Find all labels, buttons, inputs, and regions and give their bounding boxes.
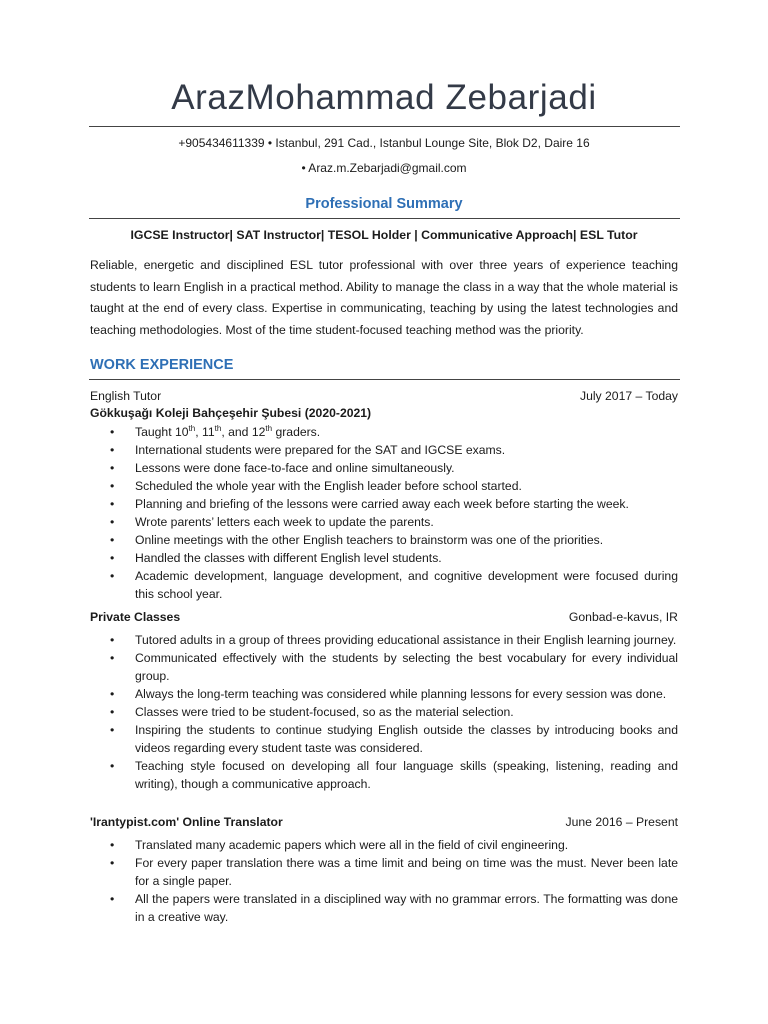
job-bullet-list <box>110 631 678 793</box>
list-item: • Translated many academic papers which were all in the field of civil engineering. <box>110 838 569 852</box>
bullet-icon: • <box>110 705 115 719</box>
job-date: July 2017 – Today <box>579 389 678 403</box>
bullet-icon: • <box>110 856 115 870</box>
contact-email-line: • Araz.m.Zebarjadi@gmail.com <box>301 161 467 175</box>
job-date: June 2016 – Present <box>565 815 678 829</box>
summary-paragraph: Reliable, energetic and disciplined ESL tutor professional with over three years of experience teaching students to learn English in a practical method. Ability to manage the class in a way that the whole material is taught at the end of every class. Expertise in communicating, teaching by using the latest technologies and teaching methodologies. Most of the time student-focused teaching method was the priority. <box>90 258 678 337</box>
job-header <box>90 610 678 624</box>
list-item: • Classes were tried to be student-focused, so as the material selection. <box>110 705 514 719</box>
header-divider <box>89 126 680 127</box>
list-item: • Handled the classes with different English level students. <box>110 551 442 565</box>
bullet-icon: • <box>110 479 115 493</box>
contact-address-line: +905434611339 • Istanbul, 291 Cad., Istanbul Lounge Site, Blok D2, Daire 16 <box>178 136 590 150</box>
job-title: English Tutor <box>90 389 162 403</box>
candidate-name: ArazMohammad Zebarjadi <box>171 78 597 117</box>
list-item: • For every paper translation there was a time limit and being on time was the must. Never been late for a single paper. <box>110 856 678 888</box>
bullet-icon: • <box>110 515 115 529</box>
section-title-work-experience: WORK EXPERIENCE <box>90 357 234 373</box>
job-header <box>90 389 678 403</box>
list-item: • Wrote parents’ letters each week to update the parents. <box>110 515 434 529</box>
job-header <box>90 815 678 829</box>
bullet-icon: • <box>110 892 115 906</box>
list-item: • All the papers were translated in a disciplined way with no grammar errors. The formatting was done in a creative way. <box>110 892 678 924</box>
list-item: • Taught 10th, 11th, and 12th graders. <box>110 423 321 439</box>
bullet-icon: • <box>110 723 115 737</box>
bullet-icon: • <box>110 497 115 511</box>
list-item: • Online meetings with the other English teachers to brainstorm was one of the priorities. <box>110 533 604 547</box>
summary-divider <box>89 218 680 219</box>
bullet-icon: • <box>110 687 115 701</box>
bullet-icon: • <box>110 551 115 565</box>
list-item: • Communicated effectively with the students by selecting the best vocabulary for every individual group. <box>110 651 678 683</box>
list-item: • Tutored adults in a group of threes providing educational assistance in their English learning journey. <box>110 633 677 647</box>
list-item: • Academic development, language development, and cognitive development were focused during this school year. <box>110 569 678 601</box>
bullet-icon: • <box>110 443 115 457</box>
bullet-icon: • <box>110 425 115 439</box>
list-item: • Always the long-term teaching was considered while planning lessons for every session was done. <box>110 687 667 701</box>
bullet-icon: • <box>110 569 115 583</box>
bullet-icon: • <box>110 651 115 665</box>
list-item: • International students were prepared for the SAT and IGCSE exams. <box>110 443 506 457</box>
section-title-summary: Professional Summary <box>305 196 463 212</box>
list-item: • Planning and briefing of the lessons were carried away each week before starting the week. <box>110 497 629 511</box>
job-bullet-list <box>110 423 678 603</box>
job-employer: Gökkuşağı Koleji Bahçeşehir Şubesi (2020-2021) <box>90 406 372 420</box>
job-location: Gonbad-e-kavus, IR <box>568 610 678 624</box>
summary-headline: IGCSE Instructor| SAT Instructor| TESOL Holder | Communicative Approach| ESL Tutor <box>130 228 638 242</box>
bullet-icon: • <box>110 838 115 852</box>
bullet-icon: • <box>110 633 115 647</box>
work-experience-divider <box>89 379 680 380</box>
bullet-icon: • <box>110 759 115 773</box>
job-title: Private Classes <box>90 610 181 624</box>
list-item: • Teaching style focused on developing all four language skills (speaking, listening, reading and writing), though a communicative approach. <box>110 759 678 791</box>
bullet-icon: • <box>110 533 115 547</box>
list-item: • Lessons were done face-to-face and online simultaneously. <box>110 461 455 475</box>
list-item: • Scheduled the whole year with the English leader before school started. <box>110 479 522 493</box>
list-item: • Inspiring the students to continue studying English outside the classes by introducing books and videos regarding every student taste was considered. <box>110 723 678 755</box>
job-bullet-list <box>110 836 678 926</box>
bullet-icon: • <box>110 461 115 475</box>
job-title: 'Irantypist.com' Online Translator <box>90 815 283 829</box>
